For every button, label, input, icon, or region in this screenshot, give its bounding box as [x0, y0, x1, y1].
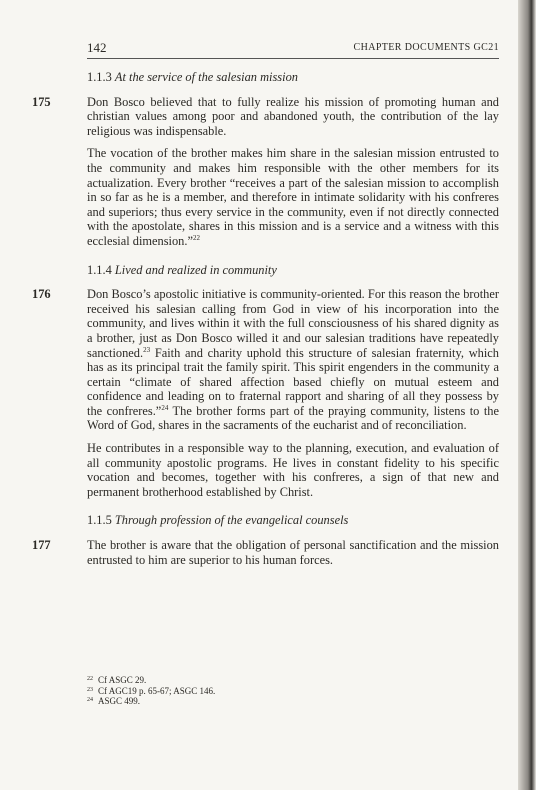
running-head: CHAPTER DOCUMENTS GC21	[353, 42, 499, 53]
paragraph-text: Don Bosco believed that to fully realize his mission of promoting human and christian values among poor and abandoned youth, the contribution of the lay religious was indispensable.	[87, 94, 499, 138]
page-header	[87, 40, 499, 56]
paragraph-body: Don Bosco’s apostolic initiative is community-oriented. For this reason the brother received his salesian calling from God in view of his incorporation into the community, and lives within it with the full consciousness of his shared dignity as a brother, just as Don Bosco willed it and our salesian traditions have repeatedly sanctioned.	[87, 287, 499, 360]
paragraph-body: The vocation of the brother makes him share in the salesian mission entrusted to the community and makes him responsible with the other members for its actualization. Every brother “receives a part of the salesian mission to accomplish in so far as he is a member, and therefore in intimate solidarity with his confreres and superiors; thus every service in the community, even if not directly connected with the apostolate, shares in this mission and is a service and a witness with this ecclesial dimension.”	[87, 146, 499, 248]
paragraph	[32, 538, 499, 567]
footnote	[87, 686, 387, 697]
footnote-mark: 24	[87, 697, 93, 703]
footnote-ref: 23	[143, 345, 151, 354]
section-heading	[87, 70, 499, 85]
footnote-ref: 22	[192, 233, 200, 242]
footnote-text: ASGC 499.	[98, 696, 141, 706]
paragraph	[32, 287, 499, 433]
footnote-text: Cf ASGC 29.	[98, 675, 147, 685]
footnote-mark: 23	[87, 686, 93, 693]
paragraph	[32, 94, 499, 139]
header-rule	[87, 58, 499, 59]
paragraph-text: He contributes in a responsible way to the planning, execution, and evaluation of all community apostolic programs. He lives in constant fidelity to his specific vocation and becomes, together with his confreres, a sign of that new and permanent brotherhood established by Christ.	[87, 441, 499, 499]
footnote-ref: 24	[161, 403, 169, 412]
footnote-text: Cf AGC19 p. 65-67; ASGC 146.	[98, 685, 216, 696]
footnote	[87, 696, 387, 707]
paragraph-number: 175	[32, 94, 51, 109]
paragraph	[87, 146, 499, 248]
page-number: 142	[87, 40, 107, 55]
section-heading	[87, 263, 499, 278]
page-edge-shadow	[518, 0, 536, 790]
section-number: 1.1.5	[87, 513, 112, 528]
section-title: Through profession of the evangelical counsels	[114, 513, 349, 528]
footnote-mark: 22	[87, 676, 93, 682]
section-heading	[87, 513, 499, 528]
body-text	[32, 70, 499, 575]
section-title: At the service of the salesian mission	[114, 70, 298, 84]
paragraph-body: Faith and charity uphold this structure of salesian fraternity, which has as its principal trait the family spirit. This spirit engenders in the community a certain “climate of shared affection based chiefly on mutual esteem and confidence and leading on to fraternal rapport and sharing of all they possess by the confreres.”	[87, 345, 499, 418]
paragraph-text	[87, 287, 499, 433]
paragraph-number: 177	[32, 538, 51, 553]
section-number: 1.1.4	[87, 262, 112, 277]
paragraph	[87, 441, 499, 499]
paragraph-text	[87, 146, 499, 248]
paragraph-number: 176	[32, 287, 51, 302]
section-title: Lived and realized in community	[114, 262, 277, 277]
paragraph-body: The brother forms part of the praying community, listens to the Word of God, shares in the sacraments of the eucharist and of reconciliation.	[87, 403, 499, 433]
section-number: 1.1.3	[87, 70, 112, 84]
footnotes	[87, 675, 387, 707]
footnote	[87, 675, 387, 686]
paragraph-text: The brother is aware that the obligation of personal sanctification and the mission entrusted to him are superior to his human forces.	[87, 538, 499, 567]
